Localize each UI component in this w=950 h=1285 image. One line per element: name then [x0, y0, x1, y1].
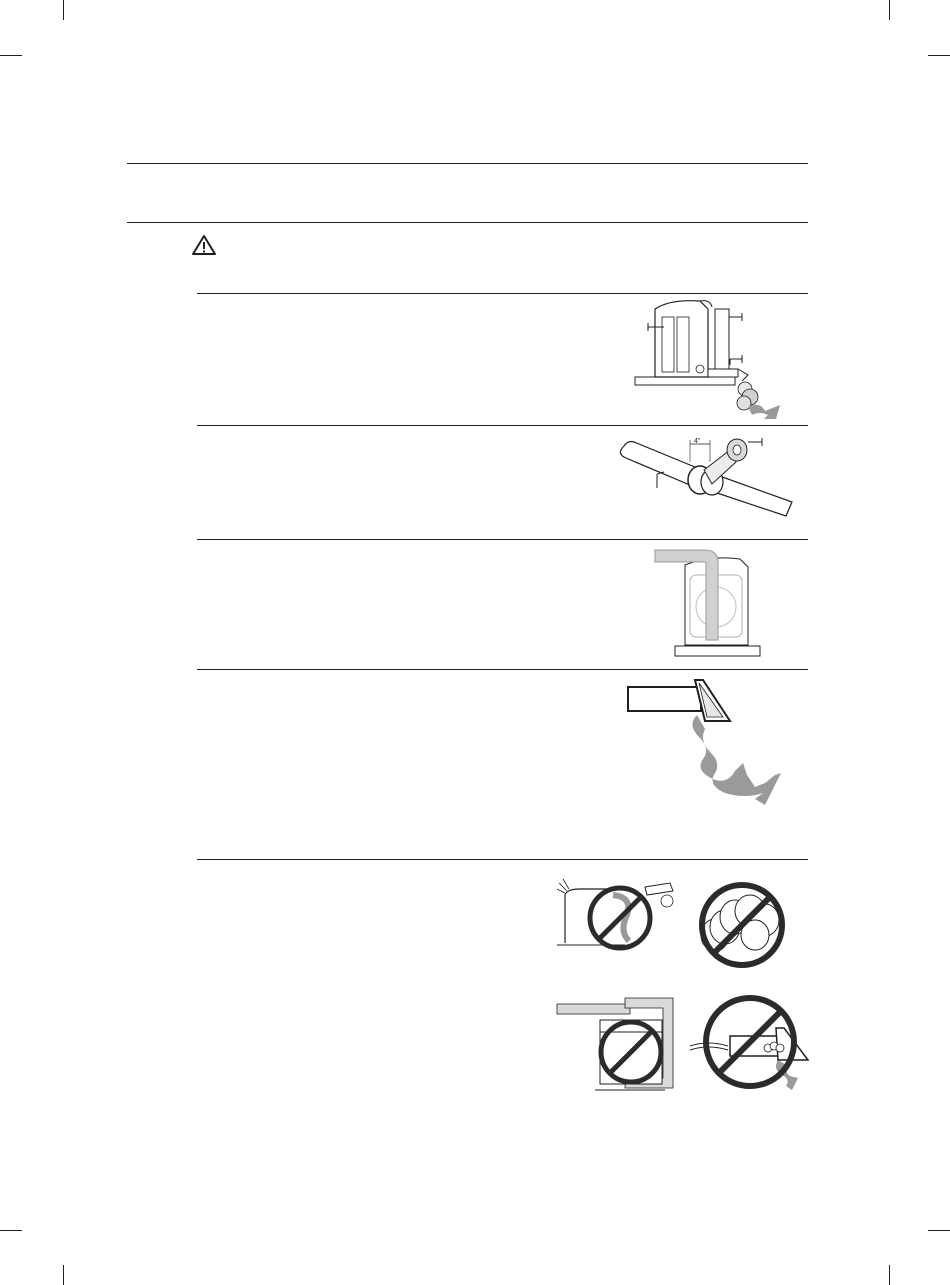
crop-mark [889, 1265, 890, 1285]
section-rule [197, 425, 808, 426]
crop-mark [928, 55, 950, 56]
coiled-flexible-duct-prohibited-icon [690, 875, 795, 970]
duct-over-dryer-prohibited-icon [555, 990, 680, 1095]
crop-mark [889, 0, 890, 20]
section-rule [197, 293, 808, 294]
duct-joint-tape-illustration [612, 432, 802, 524]
exhaust-hood-airflow-illustration [625, 675, 790, 810]
section-rule [197, 669, 808, 670]
section-rule [197, 539, 808, 540]
dryer-duct-cleanout-illustration [630, 297, 800, 422]
crop-mark [0, 1230, 22, 1231]
crushed-duct-behind-dryer-prohibited-icon [555, 875, 680, 960]
crop-mark [63, 1265, 64, 1285]
crop-mark [928, 1230, 950, 1231]
crop-mark [63, 0, 64, 20]
warning-triangle-icon [191, 234, 217, 256]
header-top-rule [127, 163, 808, 164]
header-bottom-rule [127, 222, 808, 223]
dryer-rear-duct-routing-illustration [650, 545, 765, 660]
crop-mark [0, 55, 22, 56]
blocked-exhaust-hood-prohibited-icon [688, 990, 813, 1095]
duct-joint-dimension-label: 4" [694, 438, 701, 445]
section-rule [197, 859, 808, 860]
